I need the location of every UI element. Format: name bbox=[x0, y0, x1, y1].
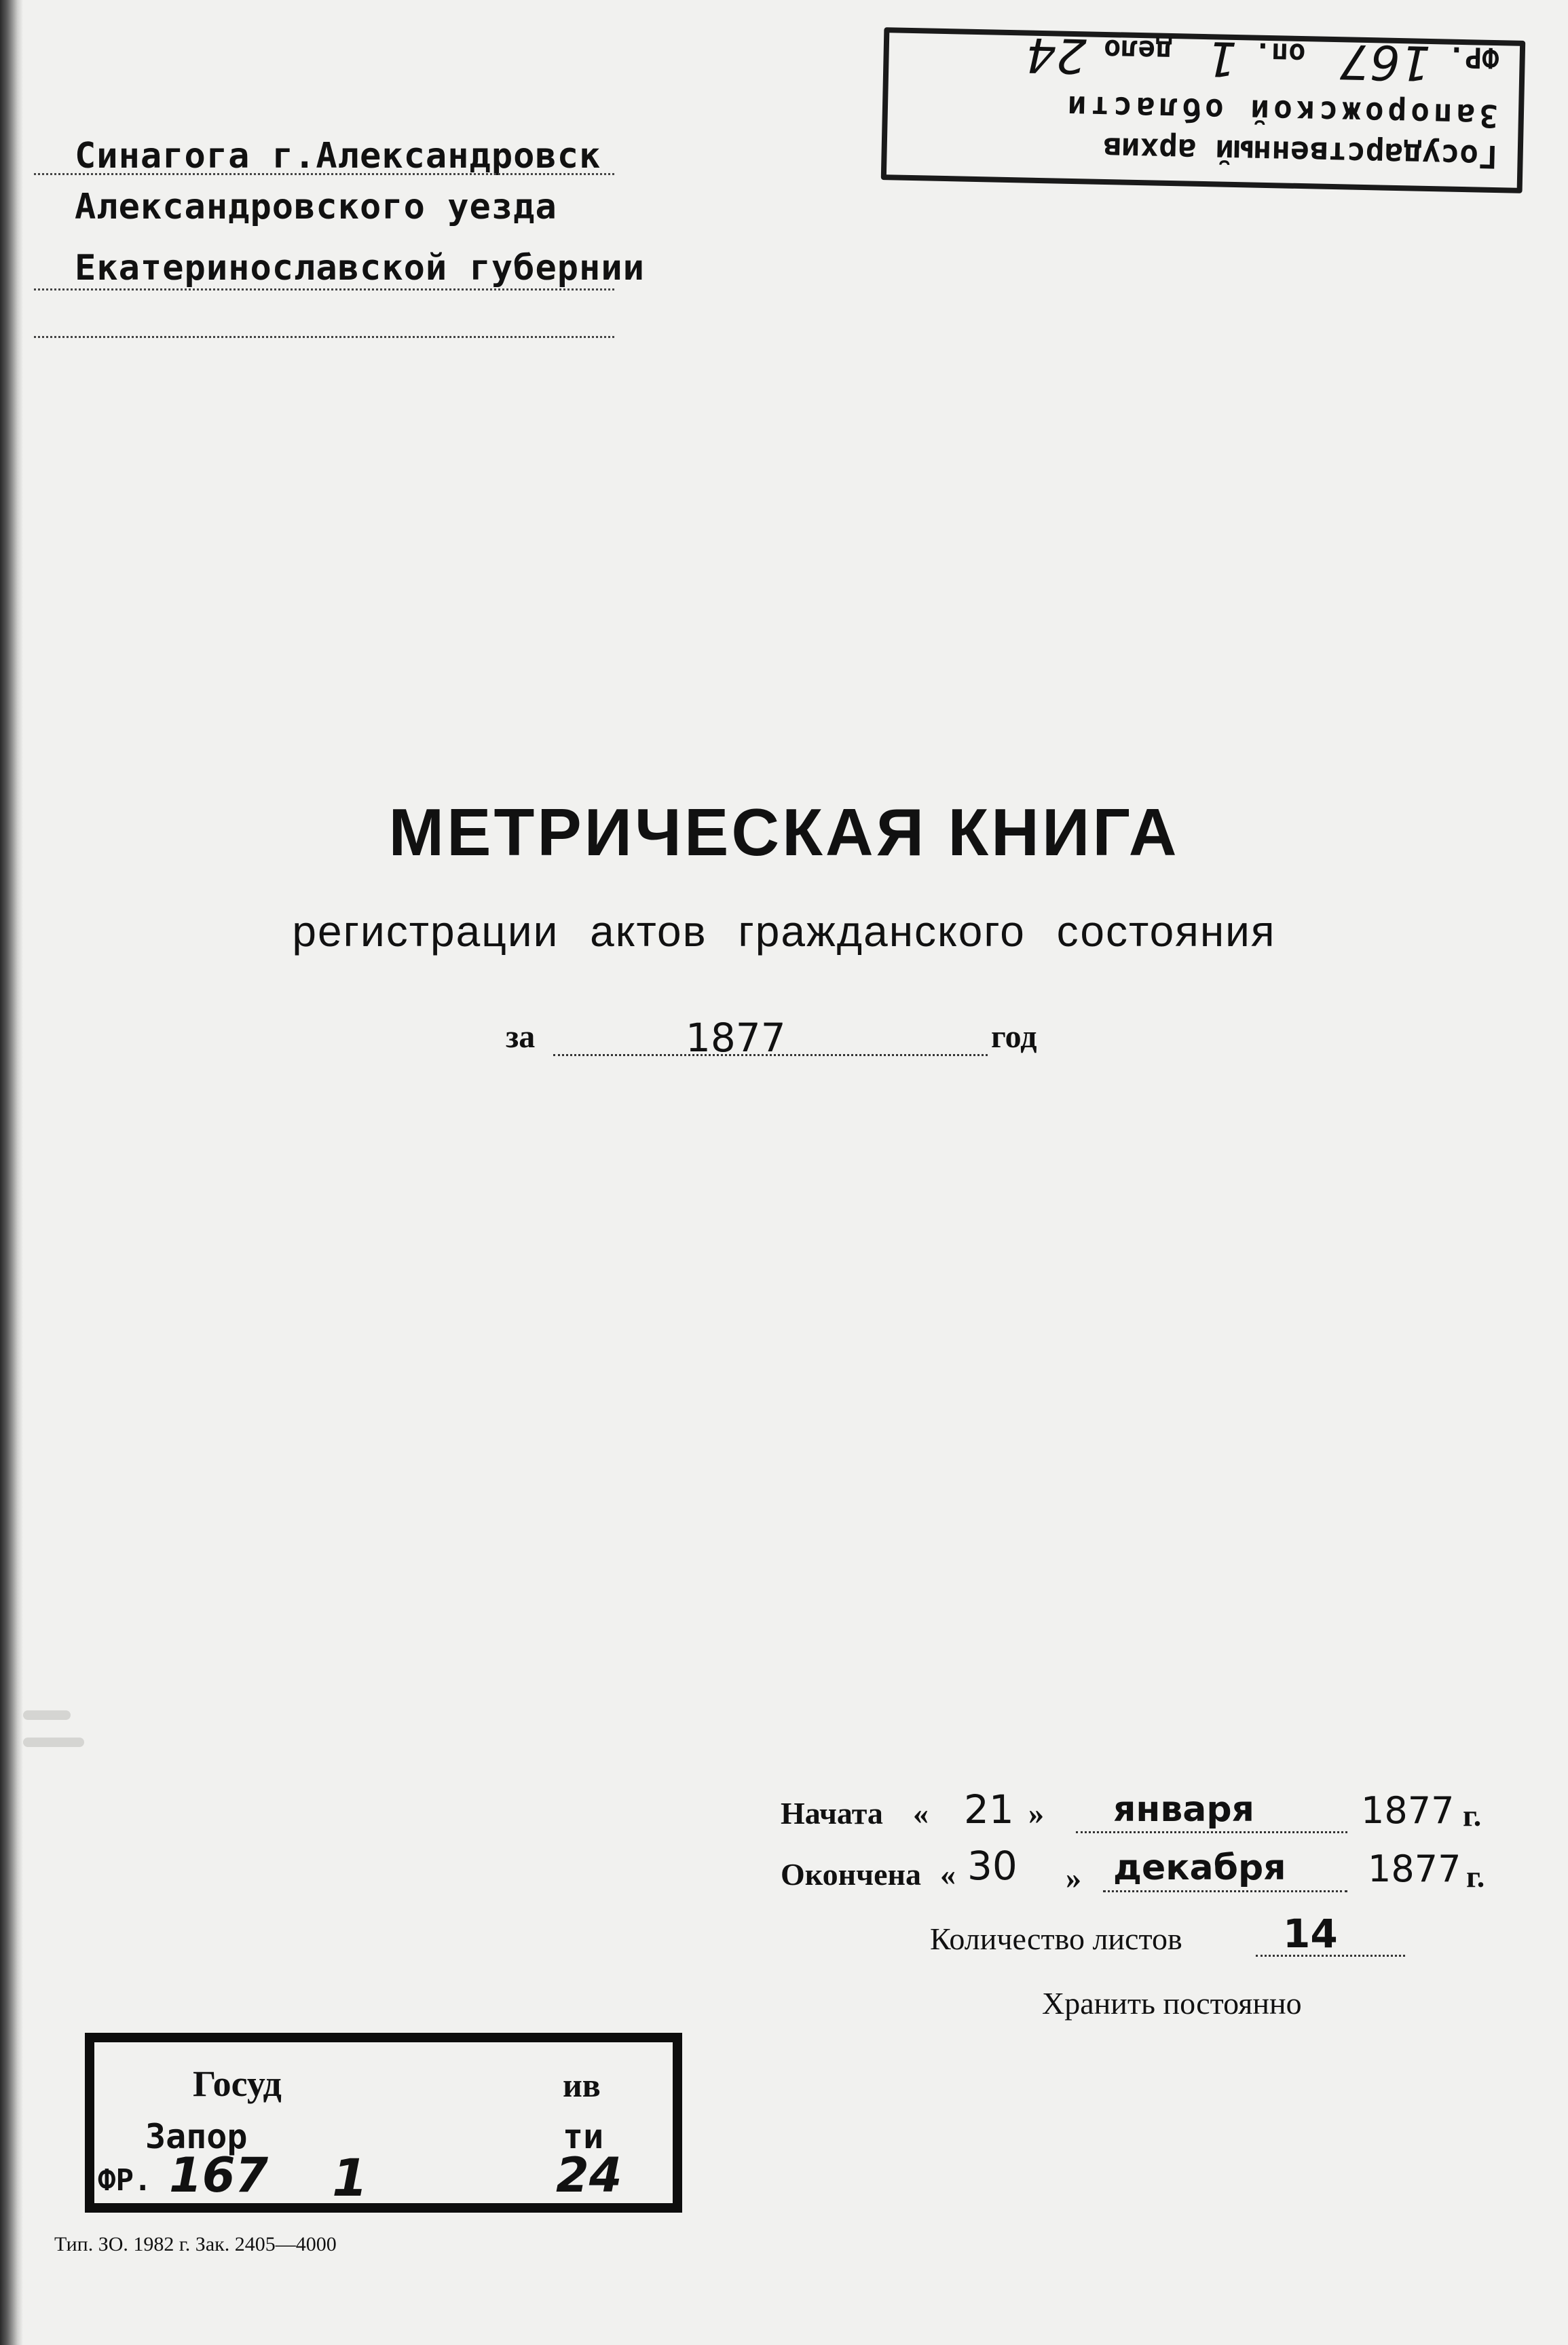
year-value: 1877 bbox=[686, 1015, 786, 1061]
end-year: 1877 bbox=[1368, 1847, 1461, 1890]
sheets-value: 14 bbox=[1283, 1911, 1338, 1957]
header-rule bbox=[34, 336, 614, 338]
stamp-bottom-line2-right: ти bbox=[563, 2117, 604, 2156]
end-year-suffix: г. bbox=[1466, 1859, 1485, 1894]
start-year-suffix: г. bbox=[1463, 1798, 1482, 1833]
header-line-3: Екатеринославской губернии bbox=[75, 248, 645, 288]
stamp-delo-value: 24 bbox=[1025, 26, 1087, 84]
start-close-quote: » bbox=[1028, 1796, 1044, 1831]
stamp-archive-line-2: Запорожской области bbox=[1063, 88, 1499, 135]
header-rule bbox=[34, 173, 614, 175]
stamp-reference-line bbox=[1026, 27, 1500, 93]
stamp-fond-value: 167 bbox=[1339, 33, 1432, 91]
start-month: января bbox=[1113, 1789, 1254, 1830]
stamp-bottom-line1-left: Госуд bbox=[193, 2063, 282, 2104]
printer-imprint: Тип. ЗО. 1982 г. Зак. 2405—4000 bbox=[54, 2233, 337, 2255]
start-label: Начата bbox=[781, 1796, 883, 1831]
start-day: 21 bbox=[964, 1786, 1014, 1833]
end-close-quote: » bbox=[1066, 1860, 1081, 1895]
archive-stamp-bottom bbox=[85, 2033, 682, 2213]
year-prefix: за bbox=[506, 1019, 536, 1055]
end-month: декабря bbox=[1113, 1847, 1286, 1888]
stamp-bottom-delo-value: 24 bbox=[556, 2147, 622, 2203]
stamp-bottom-line2-left: Запор bbox=[145, 2117, 248, 2156]
storage-note: Хранить постоянно bbox=[1042, 1986, 1302, 2021]
year-suffix: год bbox=[991, 1019, 1037, 1055]
stamp-opis-label: оп. bbox=[1254, 36, 1306, 71]
stamp-bottom-line1-right: ив bbox=[563, 2066, 601, 2104]
stamp-opis-value: 1 bbox=[1206, 31, 1237, 88]
edge-scuff bbox=[23, 1738, 84, 1747]
start-open-quote: « bbox=[913, 1796, 929, 1831]
stamp-delo-label: дело bbox=[1103, 33, 1173, 69]
end-open-quote: « bbox=[940, 1857, 956, 1892]
end-label: Окончена bbox=[781, 1857, 922, 1892]
stamp-bottom-fond-label: ФР. bbox=[98, 2163, 152, 2198]
stamp-fond-label: ФР. bbox=[1447, 40, 1500, 75]
header-line-2: Александровского уезда bbox=[75, 187, 557, 227]
sheets-label: Количество листов bbox=[930, 1921, 1182, 1956]
stamp-bottom-opis-value: 1 bbox=[332, 2147, 368, 2208]
header-line-1: Синагога г.Александровск bbox=[75, 136, 601, 176]
archive-stamp-top bbox=[881, 27, 1526, 193]
header-rule bbox=[34, 288, 614, 290]
document-subtitle: регистрации актов гражданского состояния bbox=[292, 907, 1276, 956]
stamp-bottom-fond-value: 167 bbox=[169, 2147, 269, 2203]
stamp-archive-line-1: Государственный архив bbox=[1102, 130, 1498, 176]
end-month-underline bbox=[1103, 1890, 1347, 1892]
document-title: МЕТРИЧЕСКАЯ КНИГА bbox=[388, 795, 1180, 869]
edge-scuff bbox=[23, 1710, 71, 1720]
end-day: 30 bbox=[967, 1843, 1018, 1889]
start-year: 1877 bbox=[1361, 1789, 1455, 1832]
start-month-underline bbox=[1076, 1831, 1347, 1833]
binding-edge bbox=[0, 0, 23, 2345]
